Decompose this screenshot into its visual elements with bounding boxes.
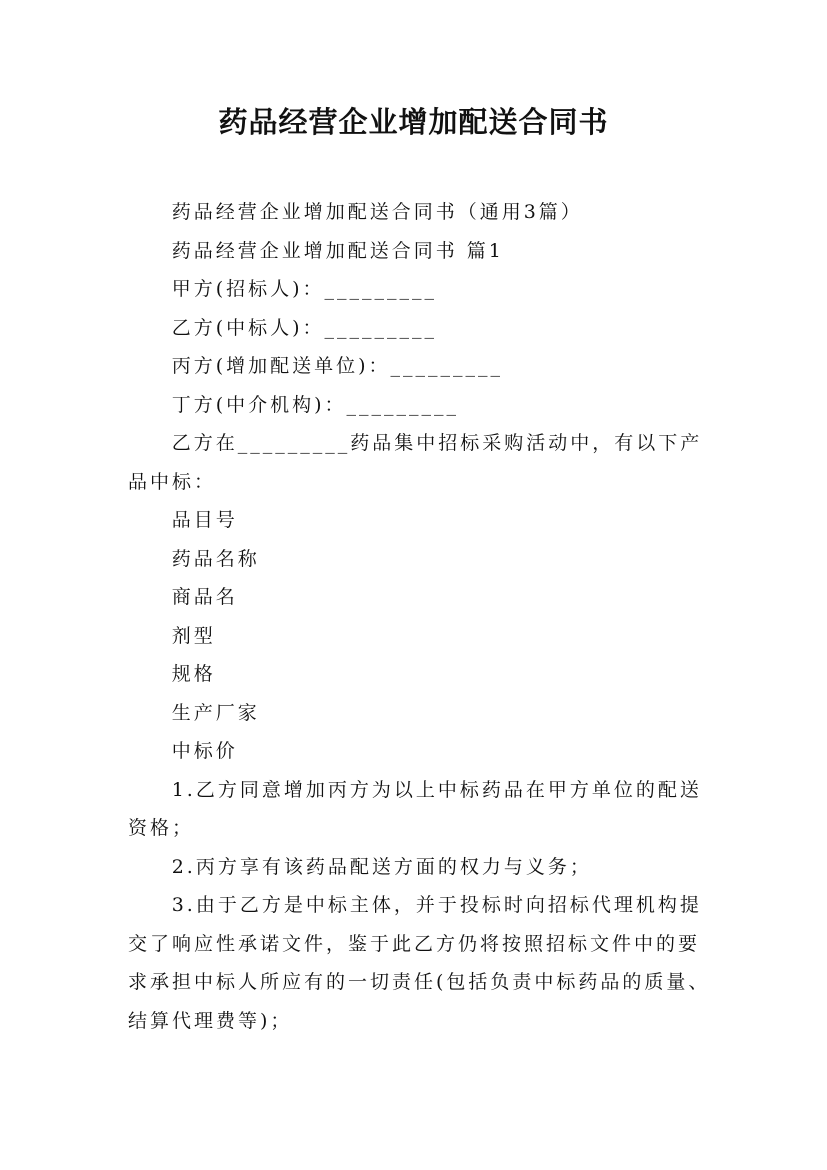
- document-title: 药品经营企业增加配送合同书: [218, 105, 609, 139]
- list-item: 剂型: [171, 624, 216, 647]
- list-item: 药品名称: [171, 547, 260, 570]
- party-c-line: 丙方(增加配送单位)：_________: [171, 355, 504, 377]
- clause-1: 1.乙方同意增加丙方为以上中标药品在甲方单位的配送资格；: [128, 778, 702, 839]
- list-item: 中标价: [171, 740, 238, 762]
- clause-2: 2.丙方享有该药品配送方面的权力与义务；: [171, 855, 592, 878]
- document-body: [128, 193, 718, 1040]
- list-item: 品目号: [171, 509, 238, 531]
- clause-3: 3.由于乙方是中标主体，并于投标时向招标代理机构提交了响应性承诺文件，鉴于此乙方仍将按照招标文件中的要求承担中标人所应有的一切责任(包括负责中标药品的质量、结算代理费等)；: [128, 894, 711, 1032]
- list-item: 规格: [171, 663, 216, 685]
- party-b-line: 乙方(中标人)：_________: [171, 316, 438, 339]
- party-a-line: 甲方(招标人)：_________: [171, 278, 438, 300]
- list-item: 生产厂家: [171, 701, 260, 724]
- list-item: 商品名: [171, 586, 238, 608]
- paragraph-part-title: 药品经营企业增加配送合同书 篇1: [171, 239, 504, 262]
- paragraph-intro: 乙方在_________药品集中招标采购活动中，有以下产品中标：: [128, 432, 703, 493]
- party-d-line: 丁方(中介机构)：_________: [171, 393, 460, 416]
- paragraph-heading: 药品经营企业增加配送合同书（通用3篇）: [171, 201, 583, 223]
